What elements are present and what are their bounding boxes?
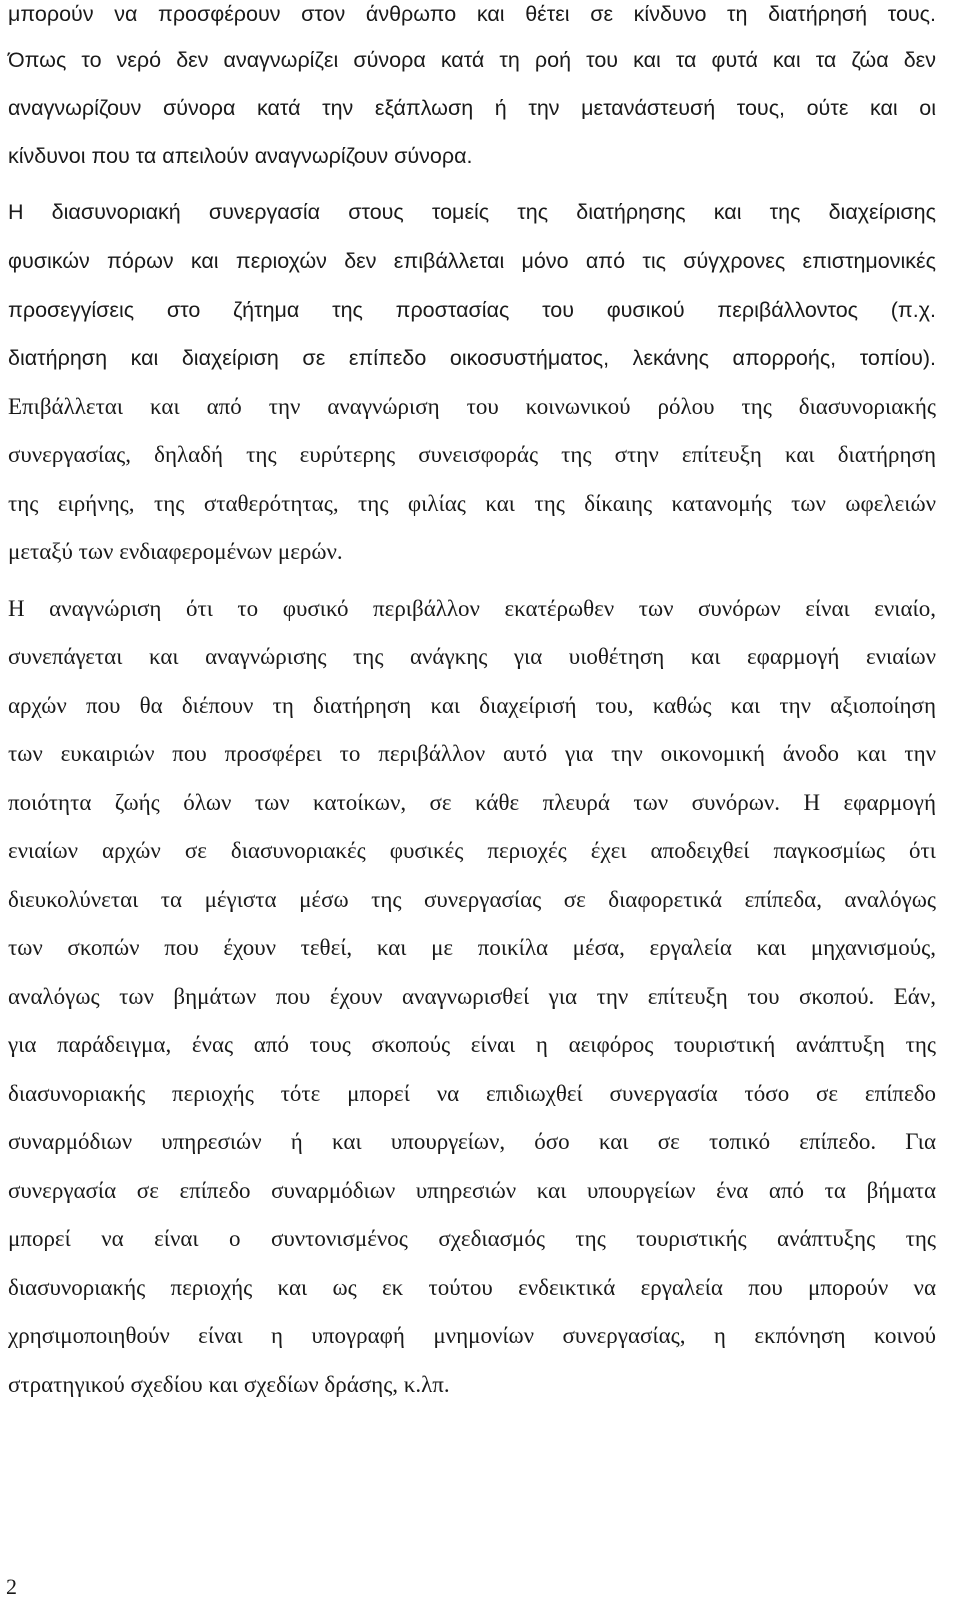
text-line: Η αναγνώριση ότι το φυσικό περιβάλλον εκατέρωθεν των συνόρων είναι ενιαίο, [8,596,936,621]
text-line: για παράδειγμα, ένας από τους σκοπούς είναι η αειφόρος τουριστική ανάπτυξη της [8,1032,936,1057]
text-line: της ειρήνης, της σταθερότητας, της φιλίας και της δίκαιης κατανομής των ωφελειών [8,491,936,516]
text-line: μεταξύ των ενδιαφερομένων μερών. [8,539,343,564]
text-line: προσεγγίσεις στο ζήτημα της προστασίας του φυσικού περιβάλλοντος (π.χ. [8,298,936,322]
text-line: ενιαίων αρχών σε διασυνοριακές φυσικές περιοχές έχει αποδειχθεί παγκοσμίως ότι [8,838,936,863]
text-line: Όπως το νερό δεν αναγνωρίζει σύνορα κατά τη ροή του και τα φυτά και τα ζώα δεν [8,48,936,72]
text-line: διατήρηση και διαχείριση σε επίπεδο οικοσυστήματος, λεκάνης απορροής, τοπίου). [8,346,936,370]
text-line: αναγνωρίζουν σύνορα κατά την εξάπλωση ή την μετανάστευσή τους, ούτε και οι [8,96,936,120]
text-line: ποιότητα ζωής όλων των κατοίκων, σε κάθε πλευρά των συνόρων. Η εφαρμογή [8,790,936,815]
text-line: Επιβάλλεται και από την αναγνώριση του κοινωνικού ρόλου της διασυνοριακής [8,394,936,419]
text-line: των σκοπών που έχουν τεθεί, και με ποικίλα μέσα, εργαλεία και μηχανισμούς, [8,935,936,960]
text-line: στρατηγικού σχεδίου και σχεδίων δράσης, κ.λπ. [8,1372,450,1397]
text-line: συνεργασία σε επίπεδο συναρμόδιων υπηρεσιών και υπουργείων ένα από τα βήματα [8,1178,936,1203]
text-line: κίνδυνοι που τα απειλούν αναγνωρίζουν σύνορα. [8,144,473,168]
text-line: διευκολύνεται τα μέγιστα μέσω της συνεργασίας σε διαφορετικά επίπεδα, αναλόγως [8,887,936,912]
text-line: των ευκαιριών που προσφέρει το περιβάλλον αυτό για την οικονομική άνοδο και την [8,741,936,766]
text-line: συναρμόδιων υπηρεσιών ή και υπουργείων, όσο και σε τοπικό επίπεδο. Για [8,1129,936,1154]
text-line: Η διασυνοριακή συνεργασία στους τομείς της διατήρησης και της διαχείρισης [8,200,936,224]
text-line: συνεργασίας, δηλαδή της ευρύτερης συνεισφοράς της στην επίτευξη και διατήρηση [8,442,936,467]
text-line: αναλόγως των βημάτων που έχουν αναγνωρισθεί για την επίτευξη του σκοπού. Εάν, [8,984,936,1009]
text-line: αρχών που θα διέπουν τη διατήρηση και διαχείρισή του, καθώς και την αξιοποίηση [8,693,936,718]
text-line: διασυνοριακής περιοχής τότε μπορεί να επιδιωχθεί συνεργασία τόσο σε επίπεδο [8,1081,936,1106]
text-line: φυσικών πόρων και περιοχών δεν επιβάλλεται μόνο από τις σύγχρονες επιστημονικές [8,249,936,273]
text-line: μπορούν να προσφέρουν στον άνθρωπο και θέτει σε κίνδυνο τη διατήρησή τους. [8,2,936,26]
page-number: 2 [6,1574,17,1599]
text-line: μπορεί να είναι ο συντονισμένος σχεδιασμός της τουριστικής ανάπτυξης της [8,1226,936,1251]
text-line: διασυνοριακής περιοχής και ως εκ τούτου ενδεικτικά εργαλεία που μπορούν να [8,1275,936,1300]
text-line: συνεπάγεται και αναγνώρισης της ανάγκης για υιοθέτηση και εφαρμογή ενιαίων [8,644,936,669]
text-line: χρησιμοποιηθούν είναι η υπογραφή μνημονίων συνεργασίας, η εκπόνηση κοινού [8,1323,936,1348]
